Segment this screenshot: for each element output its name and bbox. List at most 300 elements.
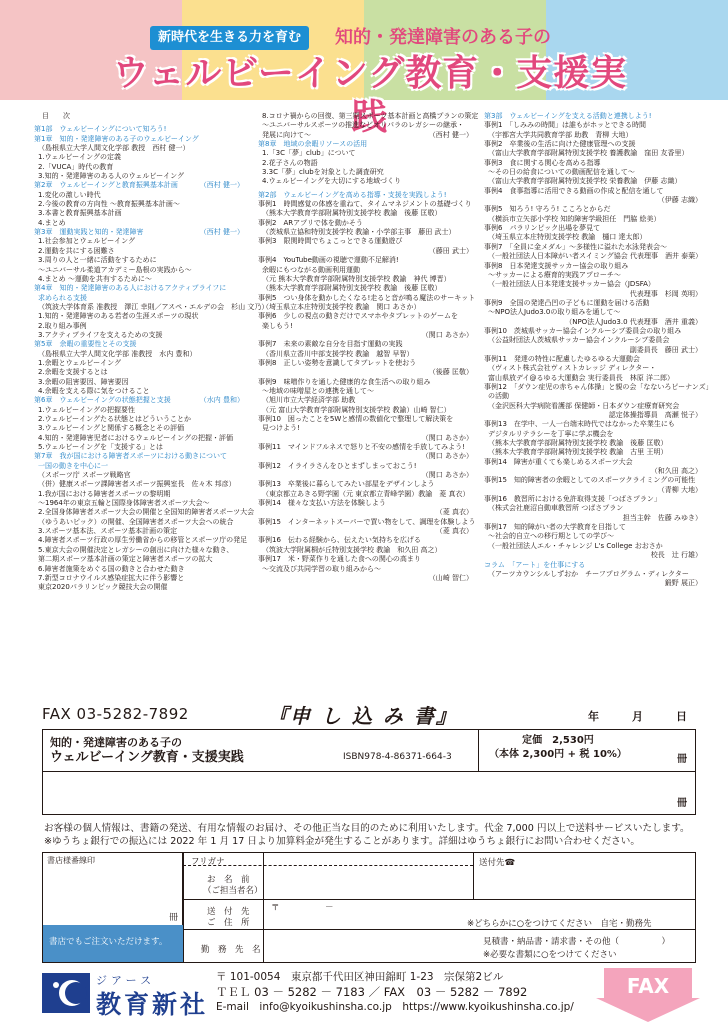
toc-entry-text: （熊本大学教育学部附属特別支援学校 教諭 古里 王明） [488, 448, 668, 457]
toc-entry [34, 565, 244, 574]
toc-entry-text: 一国の動きを中心に一 [38, 461, 108, 470]
toc-entry [258, 322, 473, 331]
toc-entry [258, 415, 473, 424]
toc-entry [484, 570, 702, 579]
toc-entry [484, 411, 702, 420]
toc-entry-text: 1.ウェルビーイングの定義 [38, 153, 121, 162]
toc-entry-text: ～地域の味噌屋との連携を通して～ [262, 386, 374, 395]
toc-entry-text: （熊本大学教育学部附属特別支援学校 教諭 後藤 匡敬） [262, 209, 442, 218]
toc-entry-author: （水内 豊和） [199, 396, 244, 405]
toc-entry-text: 事例2 ARアプリで体を動かそう [258, 218, 363, 227]
toc-entry-text: 事例13 在学中、一人一台端末時代ではなかった卒業生にも [484, 420, 675, 429]
toc-entry-text: 4.障害者スポーツ行政の厚生労働省からの移管とスポーツ庁の発足 [38, 536, 248, 545]
toc-entry-text: （一般社団法人エル・チャレンジ L's College おおさか [488, 541, 663, 550]
toc-entry-text: 3.周りの人と一緒に活動をするために [38, 256, 157, 265]
toc-entry [258, 471, 473, 480]
toc-entry-text: 事例14 様々な支払い方法を体験しよう [258, 499, 386, 508]
toc-entry-text: 4.まとめ [38, 218, 66, 227]
toc-entry [258, 546, 473, 555]
toc-entry [484, 448, 702, 457]
toc-entry [484, 402, 702, 411]
toc-entry-text: 楽しもう! [262, 321, 293, 330]
toc-entry [484, 355, 702, 364]
toc-entry-text: 第3章 運動実践と知的・発達障害 [34, 228, 144, 237]
toc-entry [258, 312, 473, 321]
toc-entry [34, 256, 244, 265]
toc-entry [34, 406, 244, 415]
toc-entry-text: 5.東京大会の開催決定とレガシーの創出に向けた様々な動き、 [38, 545, 234, 554]
toc-entry [258, 396, 473, 405]
toc-entry [484, 299, 702, 308]
toc-entry [484, 458, 702, 467]
toc-entry [258, 508, 473, 517]
toc-entry-text: （埼玉県立本庄特別支援学校 教諭 関口 あさか） [262, 302, 421, 311]
postal-dash: － [325, 903, 334, 913]
toc-entry-author: （後藤 匡敬） [428, 368, 473, 377]
toc-entry-author: （菱 真衣） [435, 508, 473, 517]
toc-entry [34, 480, 244, 489]
toc-entry [258, 256, 473, 265]
notice-line1: お客様の個人情報は、書籍の発送、有用な情報のお届け、その他正当な目的のために利用いたします。代金 7,000 円以上で送料サービスいたします。 [44, 823, 690, 834]
toc-entry-author: （和久田 高之） [650, 467, 702, 476]
toc-column-3 [484, 112, 713, 589]
form-divider [183, 899, 695, 900]
toc-entry [258, 387, 473, 396]
toc-entry [484, 159, 702, 168]
name-field[interactable] [269, 869, 469, 895]
toc-entry-text: 求められる支援 [38, 293, 87, 302]
toc-entry-text: 8.コロナ禍からの回復、第三期スポーツ基本計画と高橋プランの策定 [262, 112, 479, 120]
toc-entry [258, 536, 473, 545]
toc-entry-text: 1.変化の激しい時代 [38, 190, 101, 199]
toc-entry-text: （金沢医科大学病院看護部 保健師・日本ダウン症療育研究会 [488, 401, 680, 410]
toc-entry [484, 168, 702, 177]
toc-entry-text: 事例13 卒業後に暮らしてみたい部屋をデザインしよう [258, 480, 435, 489]
org-label: 勤 務 先 名 [201, 945, 261, 955]
toc-entry [34, 518, 244, 527]
toc-entry-text: 1.余暇とウェルビーイング [38, 358, 121, 367]
toc-entry-text: 3.知的・発達障害のある人のウェルビーイング [38, 172, 184, 181]
toc-entry-text: 事例1 時間感覚の体感を重ねて、タイムマネジメントの基礎づくり [258, 200, 472, 209]
furigana-line [183, 865, 473, 866]
order-form-title: 『申 し 込 み 書』 [268, 704, 458, 728]
toc-entry-text: 事例3 食に関する関心を高める指導 [484, 158, 601, 167]
toc-entry-text: （埼玉県立本庄特別支援学校 教諭 樋口 達太郎） [488, 233, 647, 242]
toc-entry-text: 2.取り組み事例 [38, 321, 87, 330]
toc-entry-text: 事例1 「しみみの時間」は誰もがホッとできる時間 [484, 121, 646, 130]
toc-entry [484, 392, 702, 401]
toc-entry-text: （筑波大学附属桐が丘特別支援学校 教諭 和久田 高之） [262, 545, 442, 554]
toc-entry [484, 205, 702, 214]
toc-entry-text: 4.ウェルビーイングを大切にする地域づくり [262, 177, 401, 186]
toc-entry [258, 209, 473, 218]
toc-entry [258, 378, 473, 387]
order-book-name-line1: 知的・発達障害のある子の [50, 736, 182, 749]
toc-entry-text: 余暇にもつながる動画利用運動 [262, 265, 360, 274]
furigana-label: フリガナ [191, 857, 225, 867]
toc-entry-author: （藤田 武士） [428, 246, 473, 255]
toc-entry [484, 252, 702, 261]
toc-entry [34, 302, 269, 312]
toc-entry [34, 266, 244, 275]
publisher-name: 教育新社 [96, 990, 209, 1019]
toc-entry [34, 415, 244, 424]
toc-entry-text: 4.余暇を支える際に気をつけること [38, 386, 150, 395]
toc-entry-text: 事例11 発達の特性に配慮したゆるゆる大運動会 [484, 354, 640, 363]
toc-entry-text: （公益財団法人茨城県サッカー協会インクルーシブ委員会 [488, 336, 670, 345]
toc-entry-text: コラム 「アート」を仕事にする [484, 560, 586, 569]
toc-entry [34, 135, 244, 144]
toc-entry [258, 121, 473, 130]
toc-entry [484, 327, 702, 336]
store-order-note: 書店でもご注文いただけます。 [43, 925, 183, 962]
toc-entry [484, 121, 702, 130]
store-stamp-box[interactable] [43, 853, 183, 925]
toc-entry-text: 2.全国身体障害者スポーツ大会の開催と全国知的障害者スポーツ大会 [38, 508, 255, 517]
toc-entry-text: 3.ウェルビーイングと関係する概念とその評価 [38, 424, 185, 433]
toc-entry [34, 340, 244, 349]
address-label: 送 付 先 [207, 907, 250, 917]
toc-entry-text: （旭川市立大学経済学部 助教 [262, 396, 356, 405]
toc-entry [34, 536, 248, 545]
toc-entry-author: 副委員長 藤田 武士） [629, 345, 702, 354]
toc-entry [34, 359, 244, 368]
toc-entry [34, 396, 244, 405]
toc-entry-text: 事例9 全国の発達凸凹の子どもに運動を届ける活動 [484, 298, 650, 307]
toc-entry-text: の活動 [488, 392, 509, 401]
toc-entry-text: 2.今後の教育の方向性 ～教育振興基本計画～ [38, 200, 180, 209]
toc-entry-text: ～1964年の東京五輪と国際身体障害者スポーツ大会～ [38, 499, 210, 508]
toc-entry-text: 事例5 知ろう! 守ろう! こころとからだ [484, 205, 611, 214]
toc-entry [258, 247, 473, 256]
notice-line2: ※ゆうちょ銀行での振込には 2022 年 1 月 17 日より加算料金が発生することがあります。詳細はゆうちょ銀行にお問い合わせください。 [44, 836, 640, 847]
toc-entry [34, 275, 244, 284]
toc-entry-text: 1.ウェルビーイングの把握要性 [38, 405, 135, 414]
toc-entry [34, 331, 244, 340]
order-book-name [50, 735, 244, 765]
toc-entry-text: 東京2020パラリンピック競技大会の開催 [38, 583, 168, 592]
toc-entry [258, 424, 473, 433]
toc-entry-text: 事例11 マインドフルネスで怒りと不安の感情を手放してみよう! [258, 443, 465, 452]
toc-entry [34, 508, 255, 517]
day-label: 日 [676, 710, 687, 723]
toc-entry-text: （一般社団法人日本発達支援サッカー協会（JDSFA） [488, 280, 655, 289]
toc-entry [484, 514, 702, 523]
toc-entry-author: 代表理事 杉岡 英明） [629, 289, 702, 298]
toc-entry [34, 443, 244, 452]
toc-entry [258, 149, 473, 158]
toc-entry-author: （伊藤 志織） [657, 196, 702, 205]
toc-entry-text: 事例16 教習所における免許取得支援「つばさプラン」 [484, 495, 661, 504]
toc-entry-text: （一般社団法人日本障がい者スイミング協会 代表理事 酒井 泰葉） [488, 252, 703, 261]
toc-entry [484, 336, 702, 345]
toc-entry-text: ～NPO法人Judo3.0の取り組みを通して～ [488, 308, 621, 317]
toc-entry-text: 第8章 地域の余暇リソースの活用 [258, 140, 368, 149]
toc-entry-text: （富山大学教育学部附属特別支援学校 栄養教諭 伊藤 志織） [488, 177, 682, 186]
toc-entry-text: （アーツカウンシルしずおか チーフプログラム・ディレクター [488, 569, 689, 578]
toc-entry-text: 事例8 正しい姿勢を意識してタブレットを使おう [258, 358, 417, 367]
toc-entry [258, 462, 473, 471]
toc-entry-text: 発展に向けて～ [262, 130, 311, 139]
toc-entry [34, 144, 244, 153]
toc-entry [258, 574, 473, 583]
toc-entry [258, 359, 473, 368]
toc-entry-author: （西村 健一） [199, 181, 244, 190]
toc-entry-text: 第3部 ウェルビーイングを支える活動と連携しよう! [484, 112, 652, 120]
toc-entry [258, 293, 476, 303]
toc-entry [484, 382, 713, 392]
toc-entry-text: 3.余暇の阻害要因、障害要因 [38, 377, 129, 386]
toc-entry-text: 事例15 知的障害者の余暇としてのスポーツクライミングの可能性 [484, 476, 696, 485]
form-divider [263, 853, 264, 962]
toc-entry-text: （島根県立大学人間文化学部 准教授 水内 豊和） [38, 349, 197, 358]
toc-entry-text: ～社会的自立への移行期としての学び～ [488, 532, 614, 541]
toc-entry [258, 237, 473, 246]
toc-entry [484, 290, 702, 299]
toc-entry-text: 事例9 味噌作りを通した健康的な食生活への取り組み [258, 377, 431, 386]
fax-badge-label: FAX [626, 974, 670, 998]
toc-entry-text: 事例6 少しの視点の動きだけでスマホやタブレットのゲームを [258, 312, 458, 321]
form-divider [183, 929, 695, 930]
toc-entry [258, 131, 473, 140]
toc-entry-author: （関口 あさか） [421, 433, 473, 442]
toc-entry [484, 243, 702, 252]
toc-entry-text: 2.運動を共にする困難さ [38, 246, 115, 255]
toc-entry-text: ～交流及び共同学習の取り組みから～ [262, 564, 381, 573]
toc-entry [484, 215, 702, 224]
toc-entry-text: （ゆうあいピック）の開催、全国障害者スポーツ大会への統合 [38, 517, 234, 526]
toc-entry-text: （元 熊本大学教育学部附属特別支援学校 教諭 神代 博晋） [262, 274, 451, 283]
toc-entry [484, 318, 702, 327]
toc-entry-text: 3.3C「夢」clubを対象とした調査研究 [262, 168, 384, 177]
toc-entry-text: （東京都立あきる野学園（元 東京都立青峰学園）教諭 菱 真衣） [262, 489, 470, 498]
toc-entry [484, 374, 702, 383]
toc-entry [484, 551, 702, 560]
toc-entry [484, 467, 702, 476]
toc-entry [484, 308, 702, 317]
toc-entry [258, 490, 473, 499]
toc-entry [484, 140, 702, 149]
year-label: 年 [588, 710, 599, 723]
toc-entry [258, 177, 473, 186]
toc-entry [484, 187, 702, 196]
quantity-unit-2[interactable]: 冊 [677, 798, 687, 809]
toc-entry [34, 462, 244, 471]
toc-entry-text: 第2章 ウェルビーイングと教育振興基本計画 [34, 181, 178, 190]
toc-entry-author: （西村 健一） [428, 130, 473, 139]
toc-entry [258, 284, 473, 293]
toc-entry [484, 364, 702, 373]
toc-entry-text: 3.スポーツ基本法、スポーツ基本計画の策定 [38, 527, 178, 536]
book-title: ウェルビーイング教育・支援実践 [112, 53, 628, 138]
toc-entry-text: （熊本大学教育学部附属特別支援学校 教諭 後藤 匡敬） [488, 439, 668, 448]
toc-entry [34, 284, 244, 293]
toc-entry [258, 452, 473, 461]
toc-entry [258, 112, 479, 121]
fax-arrow-badge [596, 968, 700, 1022]
toc-entry-text: 第1部 ウェルビーイングについて知ろう! [34, 125, 167, 134]
toc-entry [484, 112, 702, 121]
customer-form [42, 852, 696, 963]
toc-entry [34, 471, 244, 480]
isbn: ISBN978-4-86371-664-3 [343, 752, 452, 762]
toc-entry-author: 認定体操指導員 高瀬 悦子） [608, 411, 702, 419]
postal-mark: 〒 [271, 903, 280, 913]
toc-entry-text: （株式会社鹿沼自動車教習所 つばさプラン [488, 504, 624, 513]
toc-entry [484, 233, 702, 242]
toc-entry-author: （西村 健一） [199, 228, 244, 237]
toc-entry [258, 275, 473, 284]
toc-entry [484, 439, 702, 448]
toc-entry [34, 237, 244, 246]
toc-entry-text: 2.花子さんの物語 [262, 158, 318, 167]
toc-entry-author: （青柳 大地） [657, 485, 702, 494]
toc-entry-text: 第7章 我が国における障害者スポーツにおける動きについて [34, 452, 228, 461]
toc-entry-text: 見つけよう! [262, 424, 300, 433]
toc-entry-text: 1.「3C「夢」club」について [262, 149, 356, 158]
toc-entry-text: 3.本書と教育振興基本計画 [38, 209, 122, 218]
name-sub-label: （ご担当者名） [203, 886, 263, 896]
toc-entry [484, 579, 702, 588]
price-line2: （本体 2,300円 + 税 10%） [489, 749, 627, 760]
toc-entry [484, 486, 702, 495]
order-row-blank[interactable] [43, 772, 695, 814]
toc-entry [34, 181, 244, 190]
toc-entry-text: 事例8 日本発達支援サッカー協会の取り組み [484, 261, 629, 270]
toc-entry-author: 校長 辻 行雄） [650, 551, 702, 560]
toc-entry [484, 131, 702, 140]
publisher-logo-icon [42, 973, 90, 1013]
toc-entry-text: 1.我が国における障害者スポーツの黎明期 [38, 489, 171, 498]
privacy-notice [44, 822, 694, 848]
toc-entry-text: 7.新型コロナウイルス感染症拡大に伴う影響と [38, 573, 185, 582]
toc-entry-text: 第1章 知的・発達障害のある子のウェルビーイング [34, 134, 199, 143]
toc-entry-text: 第2部 ウェルビーイングを高める指導・支援を実践しよう! [258, 190, 447, 199]
toc-entry-text: 目 次 [42, 112, 70, 120]
toc-entry [34, 583, 244, 592]
toc-entry-text: 5.ウェルビーイングを「支援する」とは [38, 443, 163, 452]
toc-entry-text: 6.障害者施策をめぐる国の動きと合わせた動き [38, 564, 185, 573]
toc-entry [34, 490, 244, 499]
toc-entry-text: 第5章 余暇の重要性とその支援 [34, 340, 137, 349]
price-divider [478, 730, 479, 772]
toc-entry-text: 事例3 限関時間でちょこっとできる運動遊び [258, 237, 403, 246]
toc-entry-text: （元 富山大学教育学部附属特別支援学校 教諭）山崎 智仁） [262, 405, 451, 414]
toc-entry [34, 350, 244, 359]
toc-entry [484, 177, 702, 186]
publisher-ruby: ジアース [96, 974, 156, 987]
toc-entry [258, 168, 473, 177]
month-label: 月 [632, 710, 643, 723]
toc-entry [258, 340, 473, 349]
toc-entry-text: 事例7 未来の素敵な自分を目指す運動の実践 [258, 340, 403, 349]
toc-entry [34, 322, 244, 331]
toc-entry-text: （熊本大学教育学部附属特別支援学校 教諭 後藤 匡敬） [262, 284, 442, 293]
form-divider [473, 853, 474, 899]
toc-entry-text: 1.知的・発達障害のある若者の生涯スポーツの現状 [38, 312, 199, 321]
toc-entry-author: （関口 あさか） [421, 452, 473, 461]
toc-entry [34, 294, 244, 303]
toc-entry [484, 476, 702, 485]
toc-entry [258, 159, 473, 168]
toc-entry-text: ～サッカーによる療育的実践アプローチ～ [488, 270, 621, 279]
toc-entry-text: （スポーツ庁 スポーツ戦略官 [38, 471, 131, 480]
publisher-contact[interactable]: E-mail info@kyoikushinsha.co.jp https://www.kyoikushinsha.co.jp/ [216, 1001, 574, 1013]
toc-entry [258, 480, 473, 489]
toc-entry [34, 191, 244, 200]
toc-entry-text: 事例12 イライラさんをひとまずしまっておこう! [258, 461, 417, 470]
toc-entry [258, 219, 473, 228]
toc-entry-text: 事例14 障害が重くても楽しめるスポーツ大会 [484, 457, 633, 466]
toc-entry-text: 第4章 知的・発達障害のある人におけるアクティブライフに [34, 284, 227, 293]
address-type-choice[interactable]: ※どちらかに○をつけてください 自宅・勤務先 [467, 919, 652, 929]
toc-entry [34, 153, 244, 162]
toc-entry [34, 378, 244, 387]
toc-entry-text: （茨城県立協和特別支援学校 教諭・小学部主事 藤田 武士） [262, 228, 456, 237]
name-label: お 名 前 [207, 875, 250, 885]
toc-entry-text: 事例17 米・野菜作りを通した食への関心の高まり [258, 555, 421, 564]
toc-column-1 [34, 112, 269, 593]
toc-entry-text: 4.知的・発達障害児者におけるウェルビーイングの把握・評価 [38, 433, 233, 442]
toc-entry [258, 517, 476, 527]
toc-entry-text: 事例2 卒業後の生活に向けた健康管理への支援 [484, 140, 636, 149]
store-quantity-unit: 冊 [168, 913, 178, 923]
toc-entry-text: （富山大学教育学部附属特別支援学校 養護教諭 窪田 友香里） [488, 149, 689, 158]
toc-entry-text: 1.社会参加とウェルビーイング [38, 237, 135, 246]
toc-entry-author: （NPO法人Judo3.0 代表理事 酒井 重義） [565, 317, 702, 326]
toc-entry [484, 504, 702, 513]
toc-entry-author: 担当主幹 佐藤 みゆき） [622, 513, 702, 522]
quantity-unit[interactable]: 冊 [677, 754, 687, 765]
toc-entry [34, 209, 244, 218]
documents-option[interactable]: 見積書・納品書・請求書・その他（ ） [483, 937, 671, 947]
toc-entry-text: 2.余暇を支援するとは [38, 368, 108, 377]
toc-entry [34, 434, 244, 443]
order-book-table [42, 729, 696, 815]
toc-entry-author: （関口 あさか） [421, 330, 473, 339]
toc-entry [258, 191, 473, 200]
toc-entry-text: 事例7 「全員に金メダル」～多様性に溢れた水泳発表会～ [484, 242, 667, 251]
toc-entry [34, 368, 244, 377]
toc-entry [258, 406, 473, 415]
toc-entry [34, 219, 244, 228]
toc-entry-text: 4.まとめ ～運動を共有するために～ [38, 274, 152, 283]
toc-entry-author: （山崎 智仁） [428, 573, 473, 582]
toc-entry [34, 247, 244, 256]
toc-entry [258, 266, 473, 275]
toc-entry-text: （ヴィスト株式会社ヴィストカレッジ ディレクター・ [488, 364, 657, 373]
toc-entry [258, 140, 473, 149]
toc-entry-text: 3.アクティブライフを支えるための支援 [38, 330, 163, 339]
toc-entry [34, 546, 244, 555]
toc-entry [34, 452, 244, 461]
toc-entry [484, 280, 702, 289]
toc-entry [484, 542, 702, 551]
toc-entry-text: 第二期スポーツ基本計画の策定と障害者スポーツの拡大 [38, 555, 213, 564]
form-divider [183, 853, 184, 962]
toc-entry-text: ～ユニバーサル柔道アカデミー島根の実践から～ [38, 265, 192, 274]
toc-entry-text: デジタルリテラシーを丁寧に学ぶ機会を [488, 429, 614, 438]
toc-entry-text: ～ユニバーサルスポーツの推進などオリパラのレガシーの継承・ [262, 121, 464, 130]
toc-entry-text: 事例15 インターネットスーパーで買い物をして、調理を体験しよう [258, 517, 476, 526]
header-subtitle: 知的・発達障害のある子の [335, 27, 551, 48]
toc-entry [484, 430, 702, 439]
toc-entry-text: ～その日の給食についての動画配信を通して～ [488, 168, 635, 177]
toc-entry-text: 事例10 困ったことを5Wと感情の数値化で整理して解決策を [258, 415, 454, 423]
toc-entry [484, 149, 702, 158]
toc-entry [484, 271, 702, 280]
toc-entry-author: （関口 あさか） [421, 471, 473, 480]
